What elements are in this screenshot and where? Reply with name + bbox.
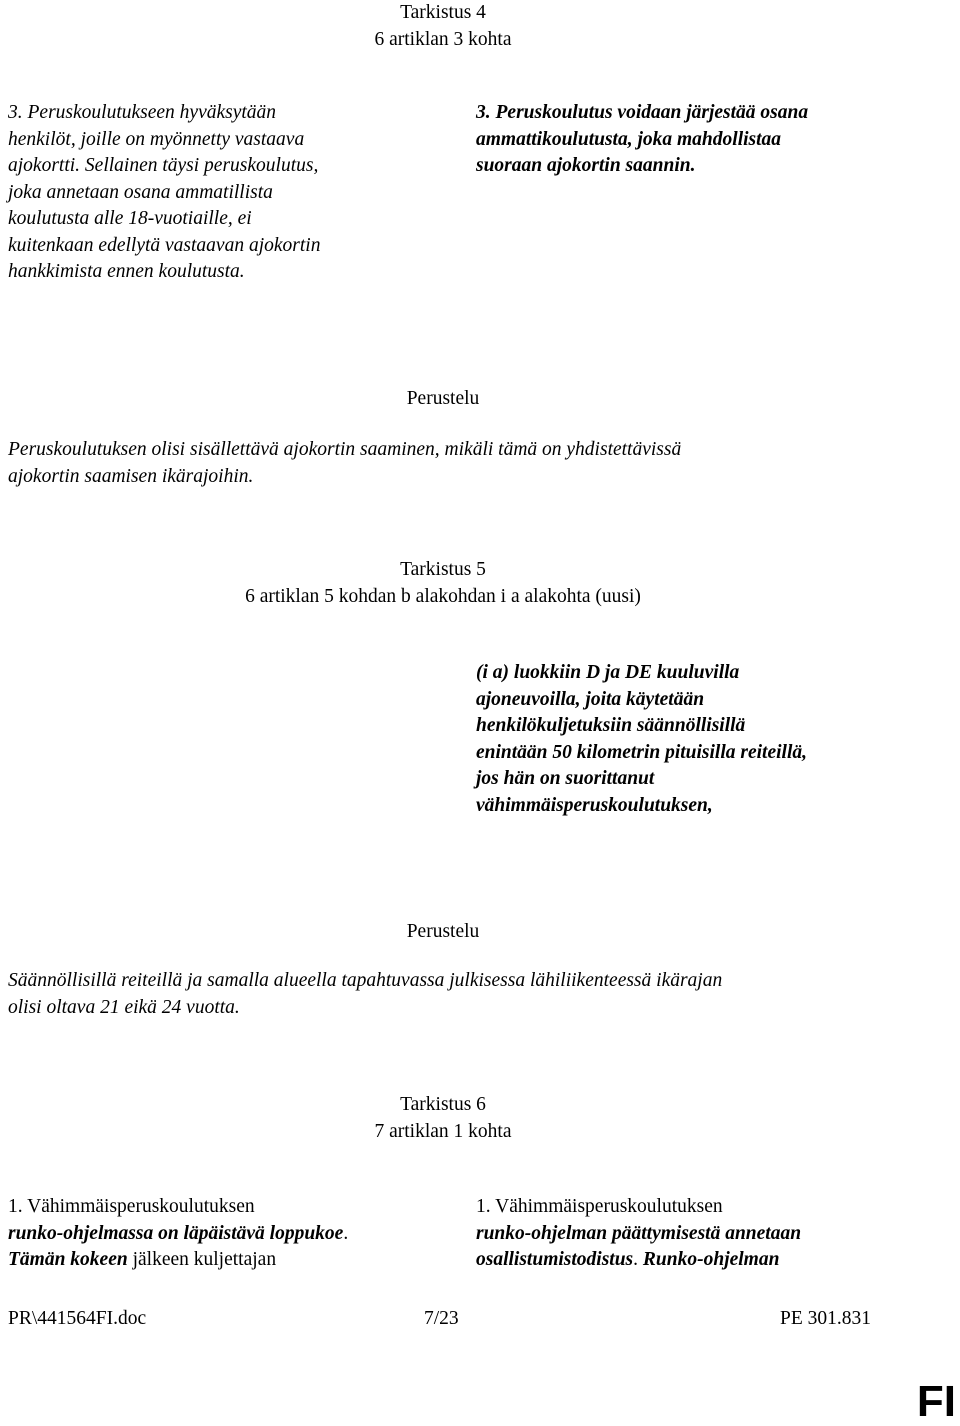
text-fragment: . — [343, 1222, 349, 1244]
footer-pe-reference: PE 301.831 — [780, 1308, 872, 1329]
text-line — [476, 1247, 916, 1274]
text-line: (i a) luokkiin D ja DE kuuluvilla — [476, 662, 740, 683]
amendment-4-justification — [8, 437, 908, 490]
amendment-4-title: Tarkistus 4 — [400, 2, 486, 23]
text-line: hankkimista ennen koulutusta. — [8, 261, 245, 282]
amendment-4-amended-text — [476, 100, 916, 180]
footer-doc-reference: PR\441564FI.doc — [8, 1308, 147, 1329]
footer-page-number: 7/23 — [424, 1308, 459, 1329]
text-fragment: . — [633, 1249, 643, 1270]
amendment-6-article: 7 artiklan 1 kohta — [374, 1120, 512, 1142]
language-mark: FI — [916, 1377, 956, 1426]
text-line: ajoneuvoilla, joita käytetään — [476, 688, 705, 710]
amendment-5-justification-heading: Perustelu — [406, 921, 480, 942]
amendment-4-article: 6 artiklan 3 kohta — [374, 28, 512, 50]
inserted-text: Runko-ohjelman — [642, 1249, 780, 1270]
text-line: 3. Peruskoulutukseen hyväksytään — [8, 102, 277, 123]
amendment-5-article: 6 artiklan 5 kohdan b alakohdan i a alakohta (uusi) — [245, 585, 641, 607]
amendment-5-justification — [8, 968, 908, 1021]
text-line: joka annetaan osana ammatillista — [8, 181, 273, 203]
inserted-text: runko-ohjelman päättymisestä annetaan — [476, 1222, 802, 1244]
amendment-4-heading — [0, 0, 886, 53]
amendment-5-title: Tarkistus 5 — [400, 559, 486, 580]
amendment-5-heading — [0, 557, 886, 610]
text-line — [8, 1221, 428, 1248]
text-line — [8, 1247, 428, 1274]
text-line: suoraan ajokortin saannin. — [476, 155, 696, 176]
text-line: olisi oltava 21 eikä 24 vuotta. — [8, 996, 240, 1018]
text-line: koulutusta alle 18-vuotiaille, ei — [8, 208, 252, 229]
amendment-6-amended-text — [476, 1194, 916, 1274]
deleted-text: Tämän kokeen — [8, 1249, 128, 1270]
text-fragment: jälkeen kuljettajan — [127, 1249, 277, 1270]
inserted-text: osallistumistodistus — [476, 1249, 634, 1270]
text-line: ajokortti. Sellainen täysi peruskoulutus, — [8, 155, 319, 176]
amendment-6-original-text — [8, 1194, 428, 1274]
text-line: Säännöllisillä reiteillä ja samalla alueella tapahtuvassa julkisessa lähiliikenteessä ikärajan — [8, 970, 723, 991]
amendment-6-heading — [0, 1092, 886, 1145]
deleted-text: runko-ohjelmassa on läpäistävä loppukoe — [8, 1222, 344, 1244]
text-line: 3. Peruskoulutus voidaan järjestää osana — [476, 102, 809, 123]
text-line: kuitenkaan edellytä vastaavan ajokortin — [8, 234, 321, 256]
amendment-5-amended-text — [476, 660, 916, 819]
amendment-6-title: Tarkistus 6 — [400, 1094, 486, 1115]
text-line: vähimmäisperuskoulutuksen, — [476, 794, 713, 816]
text-line: ammattikoulutusta, joka mahdollistaa — [476, 128, 782, 150]
text-line: enintään 50 kilometrin pituisilla reiteillä, — [476, 741, 808, 763]
amendment-4-justification-heading: Perustelu — [406, 388, 480, 409]
amendment-4-original-text — [8, 100, 428, 286]
text-line: henkilöt, joille on myönnetty vastaava — [8, 128, 305, 150]
text-line: 1. Vähimmäisperuskoulutuksen — [476, 1196, 723, 1217]
text-line: henkilökuljetuksiin säännöllisillä — [476, 715, 746, 736]
text-line: 1. Vähimmäisperuskoulutuksen — [8, 1196, 255, 1217]
text-line: ajokortin saamisen ikärajoihin. — [8, 465, 254, 487]
text-line: jos hän on suorittanut — [476, 768, 655, 789]
text-line: Peruskoulutuksen olisi sisällettävä ajokortin saaminen, mikäli tämä on yhdistettävissä — [8, 439, 682, 460]
